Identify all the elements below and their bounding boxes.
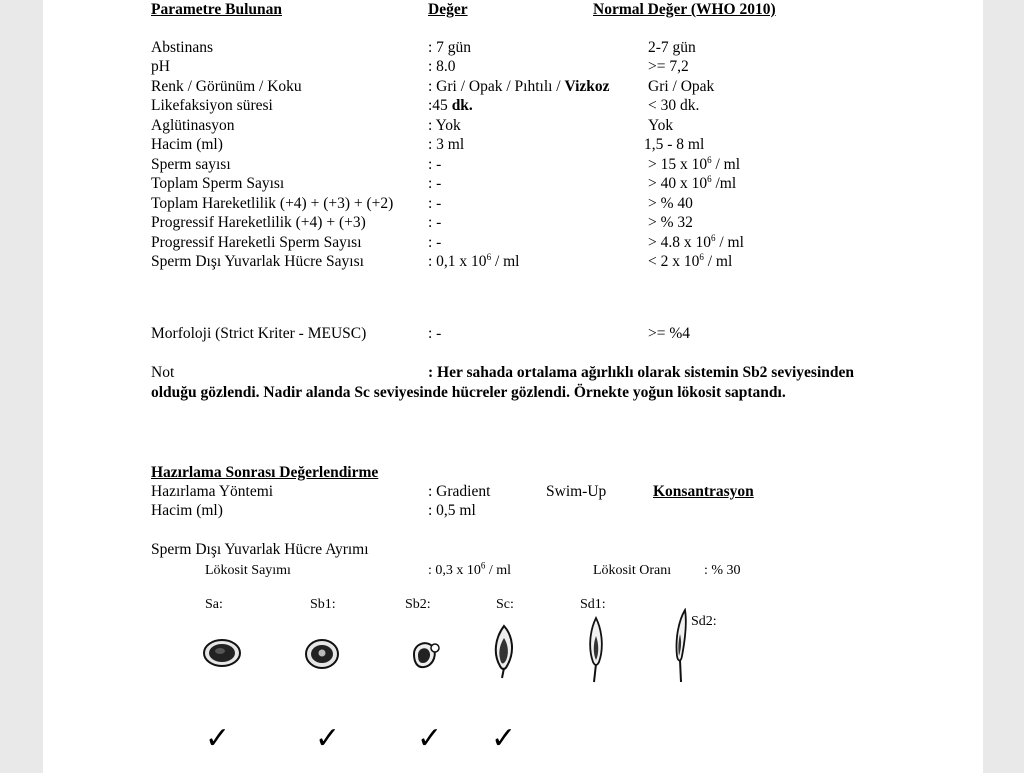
check-sc-icon: ✓ — [491, 721, 517, 756]
row-label: Progressif Hareketli Sperm Sayısı — [151, 234, 362, 251]
row-label: Progressif Hareketlilik (+4) + (+3) — [151, 214, 366, 231]
row-value: : Yok — [428, 117, 461, 134]
leuko-count-value: : 0,3 x $10^6$ / ml — [428, 560, 512, 578]
row-value: : 0,1 x $10^6$ / ml — [428, 251, 520, 270]
prep-swim-up: Swim-Up — [546, 483, 607, 500]
row-normal: Gri / Opak — [648, 78, 715, 95]
sperm-head-sa-icon — [201, 636, 243, 670]
prep-title: Hazırlama Sonrası Değerlendirme — [151, 464, 379, 481]
morphology-value: : - — [428, 325, 442, 342]
row-normal: > % 40 — [648, 195, 693, 212]
row-normal: < 2 x $10^6$ / ml — [648, 251, 733, 270]
row-value: : - — [428, 214, 442, 231]
leuko-count-label: Lökosit Sayımı — [205, 563, 291, 578]
sperm-type-label: Sc: — [496, 597, 514, 612]
report-page — [43, 0, 983, 773]
row-normal: > 40 x $10^6$ /ml — [648, 173, 737, 192]
row-normal: < 30 dk. — [648, 97, 700, 114]
header-normal: Normal Değer (WHO 2010) — [593, 1, 776, 18]
prep-volume-value: : 0,5 ml — [428, 502, 476, 519]
check-sa-icon: ✓ — [205, 721, 231, 756]
row-normal: > 15 x $10^6$ / ml — [648, 154, 741, 173]
row-label: Sperm sayısı — [151, 156, 231, 173]
morphology-label: Morfoloji (Strict Kriter - MEUSC) — [151, 325, 367, 342]
sperm-type-label: Sd1: — [580, 597, 606, 612]
row-value: : 8.0 — [428, 58, 456, 75]
sperm-head-sb2-icon — [406, 636, 444, 672]
row-value: : 7 gün — [428, 39, 472, 56]
sperm-head-sd2-icon — [669, 608, 693, 684]
row-label: Renk / Görünüm / Koku — [151, 78, 302, 95]
note-paragraph — [151, 363, 891, 403]
prep-volume-label: Hacim (ml) — [151, 502, 223, 519]
row-label: Hacim (ml) — [151, 136, 223, 153]
row-normal: >= 7,2 — [648, 58, 689, 75]
row-value: : 3 ml — [428, 136, 465, 153]
row-normal: Yok — [648, 117, 674, 134]
note-text: : Her sahada ortalama ağırlıklı olarak sistemin Sb2 seviyesinden olduğu gözlendi. Nadir alanda Sc seviyesinde hücreler gözlendi. Örnekte yoğun lökosit saptandı. — [151, 364, 854, 401]
sperm-type-label: Sb1: — [310, 597, 336, 612]
sperm-type-label: Sa: — [205, 597, 223, 612]
leuko-ratio-label: Lökosit Oranı — [593, 563, 672, 578]
prep-method-value: : Gradient — [428, 483, 491, 500]
check-sb1-icon: ✓ — [315, 721, 341, 756]
sperm-head-sc-icon — [489, 624, 519, 680]
check-sb2-icon: ✓ — [417, 721, 443, 756]
row-label: Toplam Sperm Sayısı — [151, 175, 285, 192]
row-label: pH — [151, 58, 170, 75]
row-value: : - — [428, 175, 442, 192]
sperm-type-label: Sb2: — [405, 597, 431, 612]
morphology-normal: >= %4 — [648, 325, 691, 342]
row-value: : - — [428, 234, 442, 251]
sperm-head-sb1-icon — [303, 636, 341, 672]
row-normal: > 4.8 x $10^6$ / ml — [648, 232, 744, 251]
row-normal: > % 32 — [648, 214, 693, 231]
row-value: : - — [428, 156, 442, 173]
row-label: Toplam Hareketlilik (+4) + (+3) + (+2) — [151, 195, 394, 212]
row-normal: 1,5 - 8 ml — [644, 136, 705, 153]
header-param: Parametre Bulunan — [151, 1, 283, 18]
round-cells-title: Sperm Dışı Yuvarlak Hücre Ayrımı — [151, 541, 369, 558]
row-normal: 2-7 gün — [648, 39, 696, 56]
row-label: Likefaksiyon süresi — [151, 97, 273, 114]
sperm-head-sd1-icon — [582, 616, 610, 684]
row-value: : - — [428, 195, 442, 212]
prep-konsantrasyon: Konsantrasyon — [653, 483, 754, 500]
row-value: : Gri / Opak / Pıhtılı / Vizkoz — [428, 78, 610, 95]
sperm-type-label: Sd2: — [691, 614, 717, 629]
header-value: Değer — [428, 1, 468, 18]
row-label: Sperm Dışı Yuvarlak Hücre Sayısı — [151, 253, 364, 270]
row-label: Abstinans — [151, 39, 213, 56]
prep-method-label: Hazırlama Yöntemi — [151, 483, 274, 500]
note-label: Not — [151, 364, 175, 381]
row-label: Aglütinasyon — [151, 117, 235, 134]
row-value: :45 dk. — [428, 97, 473, 114]
leuko-ratio-value: : % 30 — [704, 563, 741, 578]
